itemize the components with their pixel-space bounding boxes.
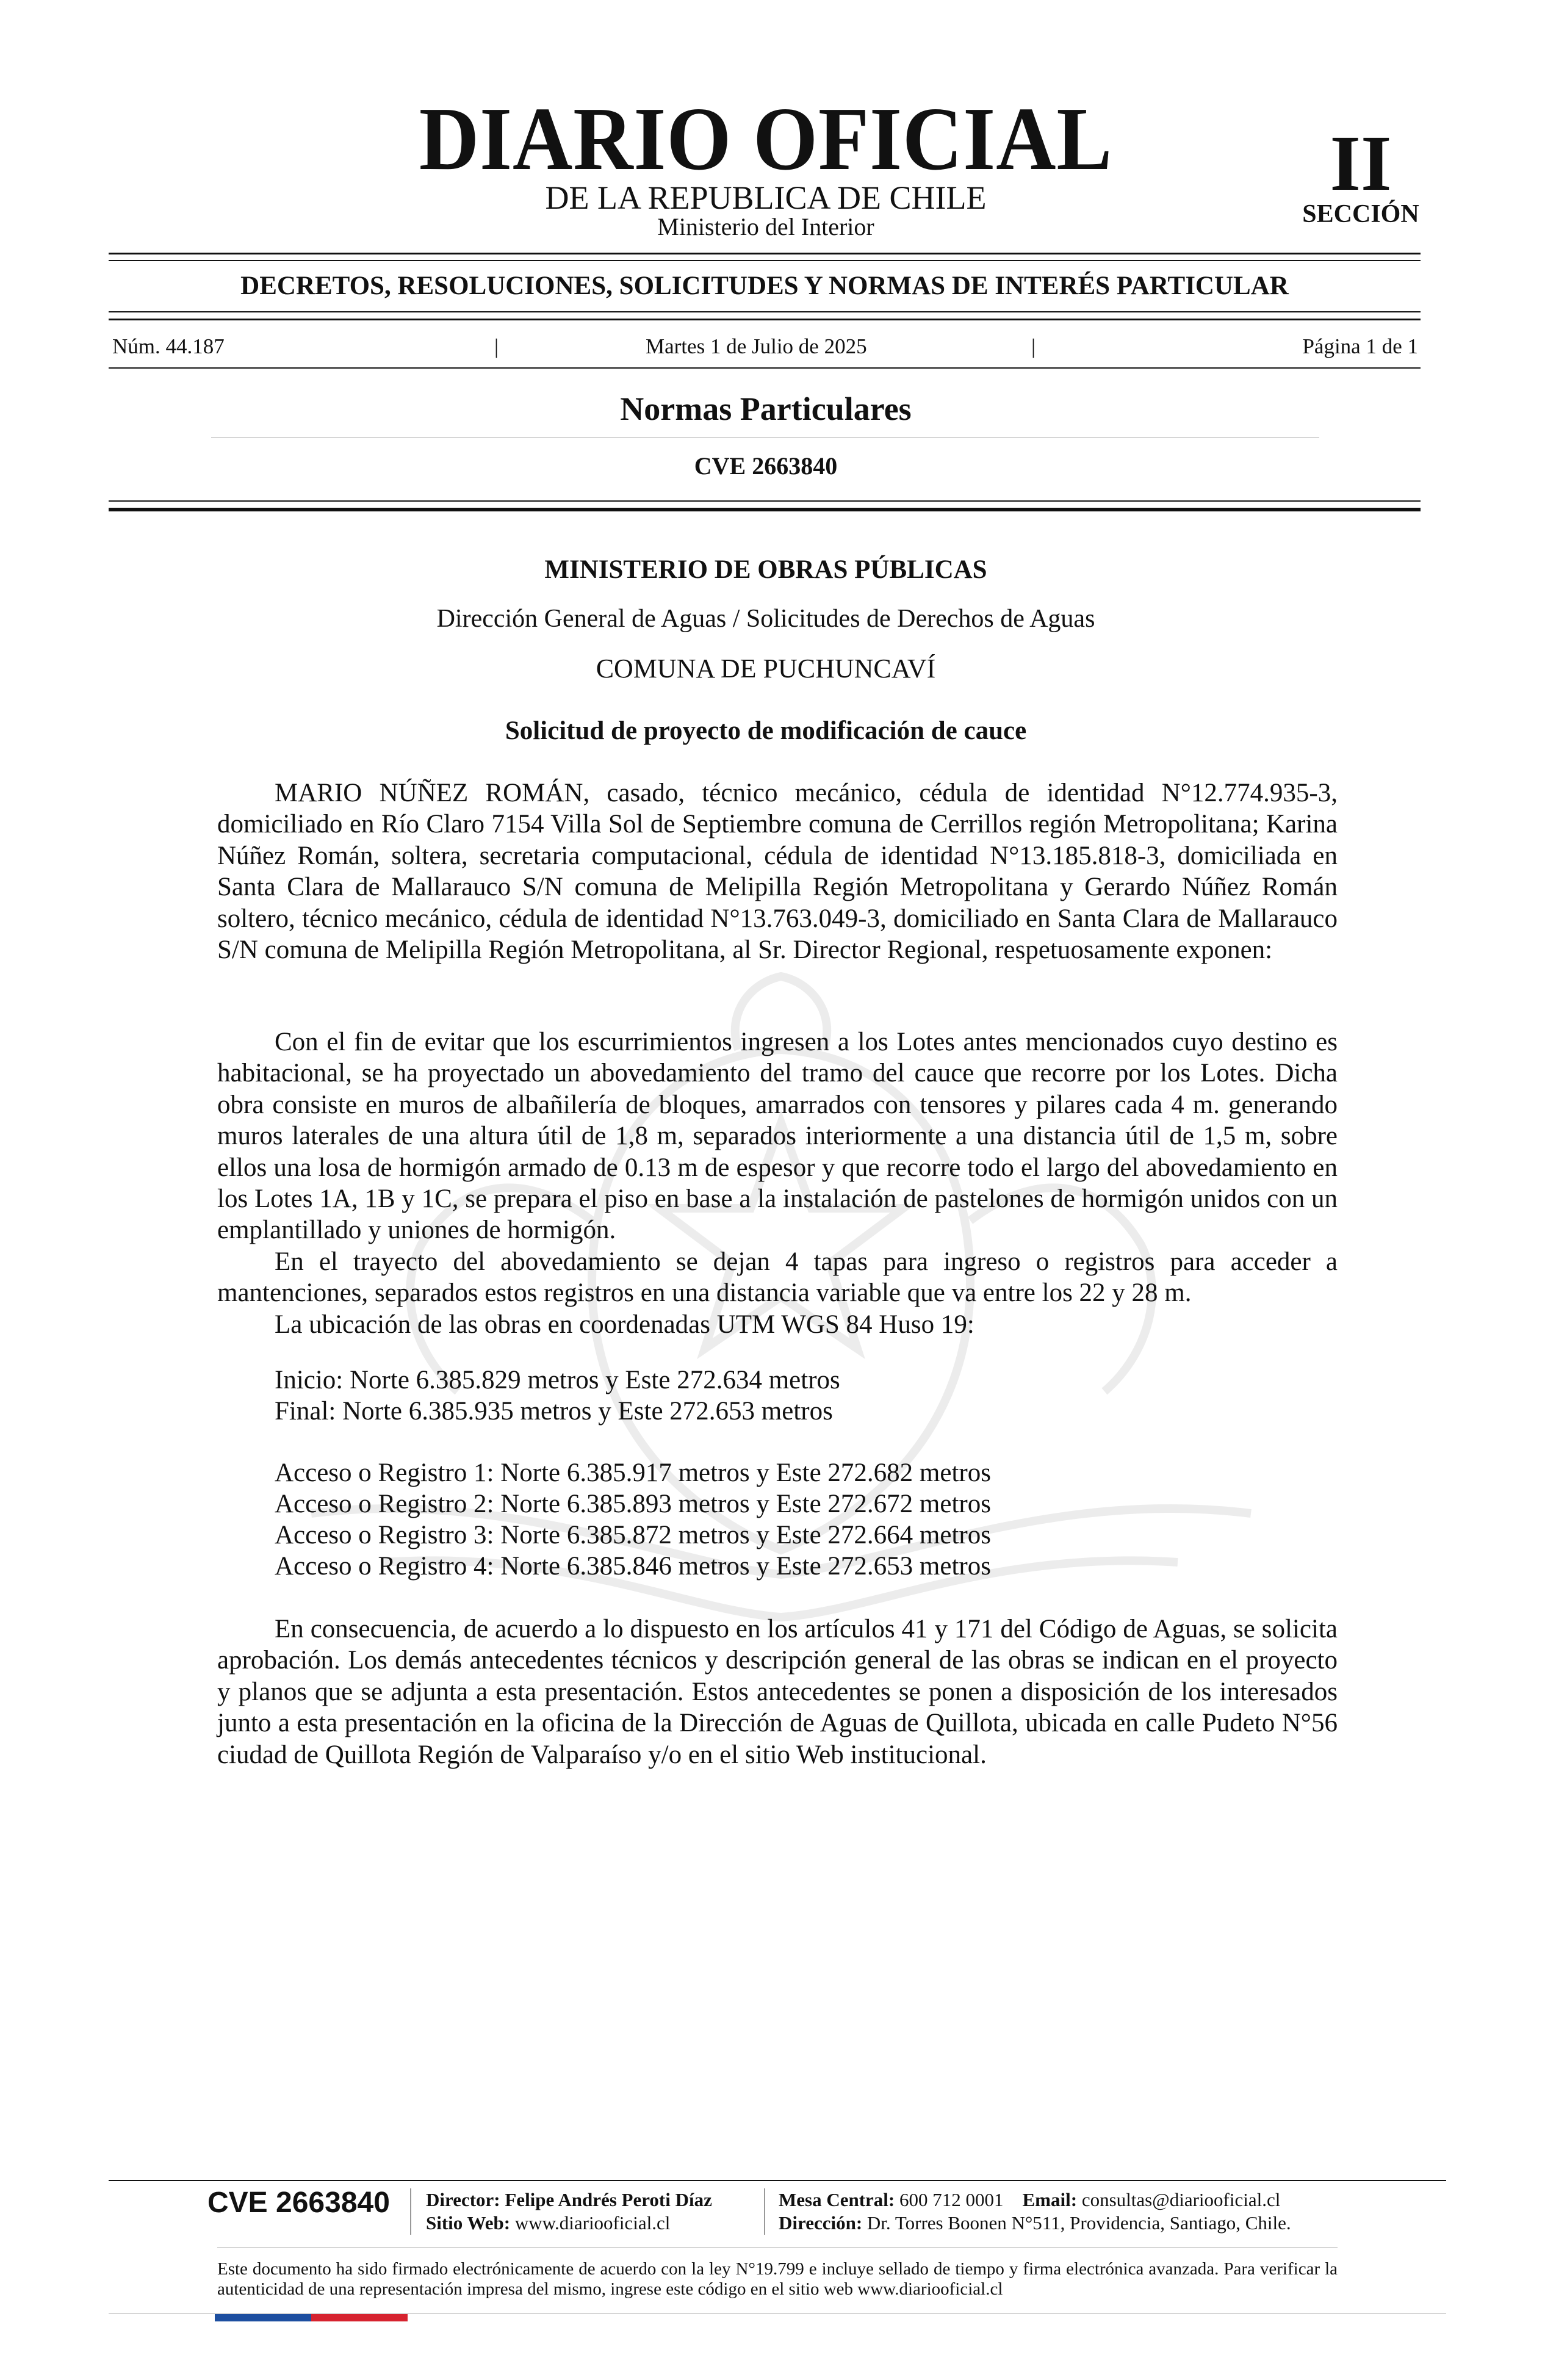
footer-divider bbox=[109, 2180, 1446, 2181]
footer-website-link[interactable]: www.diariooficial.cl bbox=[514, 2212, 671, 2234]
body-paragraph: Con el fin de evitar que los escurrimientos ingresen a los Lotes antes mencionados cuyo destino es habitacional, se ha proyectado un abovedamiento del tramo del cauce que recorre por los Lotes. Dicha obra consiste en muros de albañilería de bloques, amarrados con tensores y pilares cada 4 m. generando muros laterales de una altura útil de 1,8 m, separados interiormente a una distancia útil de 1,5 m, sobre ellos una losa de hormigón armado de 0.13 m de espesor y que recorre todo el largo del abovedamiento en los Lotes 1A, 1B y 1C, se prepara el piso en base a la instalación de pastelones de hormigón unidos con un emplantillado y uniones de hormigón. bbox=[217, 1028, 1338, 1245]
body-paragraph: MARIO NÚÑEZ ROMÁN, casado, técnico mecánico, cédula de identidad N°12.774.935-3, domiciliado en Río Claro 7154 Villa Sol de Septiembre comuna de Cerrillos región Metropolitana; Karina Núñez Román, soltera, secretaria computacional, cédula de identidad N°13.185.818-3, domiciliada en Santa Clara de Mallarauco S/N comuna de Melipilla Región Metropolitana y Gerardo Núñez Román soltero, técnico mecánico, cédula de identidad N°13.763.049-3, domiciliado en Santa Clara de Mallarauco S/N comuna de Melipilla Región Metropolitana, al Sr. Director Regional, respetuosamente exponen: bbox=[217, 779, 1338, 965]
issue-separator: | bbox=[1031, 334, 1036, 358]
access-point: Acceso o Registro 3: Norte 6.385.872 metros y Este 272.664 metros bbox=[275, 1521, 991, 1549]
body-paragraph: En el trayecto del abovedamiento se dejan 4 tapas para ingreso o registros para acceder a mantenciones, separados estos registros en una distancia variable que va entre los 22 y 28 m. bbox=[217, 1247, 1338, 1308]
divider bbox=[109, 367, 1421, 369]
footer-divider bbox=[217, 2247, 1338, 2248]
coordinate-start: Inicio: Norte 6.385.829 metros y Este 272.634 metros bbox=[275, 1366, 840, 1394]
issue-separator: | bbox=[494, 334, 499, 358]
access-point: Acceso o Registro 4: Norte 6.385.846 metros y Este 272.653 metros bbox=[275, 1552, 991, 1581]
footer-contact: Mesa Central: 600 712 0001 Email: consultas@diariooficial.cl bbox=[779, 2189, 1281, 2210]
access-point: Acceso o Registro 2: Norte 6.385.893 metros y Este 272.672 metros bbox=[275, 1490, 991, 1518]
footer-separator bbox=[410, 2188, 411, 2235]
flag-stripe-blue bbox=[215, 2314, 311, 2321]
divider bbox=[109, 319, 1421, 320]
newspaper-subtitle: DE LA REPUBLICA DE CHILE bbox=[545, 179, 987, 216]
newspaper-title: DIARIO OFICIAL bbox=[419, 89, 1113, 189]
body-paragraph-group-3 bbox=[217, 1614, 1338, 1770]
work-coordinates bbox=[275, 1365, 1373, 1427]
body-paragraph: La ubicación de las obras en coordenadas UTM WGS 84 Huso 19: bbox=[275, 1310, 974, 1339]
divider bbox=[211, 437, 1319, 438]
issue-date: Martes 1 de Julio de 2025 bbox=[646, 334, 867, 358]
department-heading: Dirección General de Aguas / Solicitudes de Derechos de Aguas bbox=[436, 605, 1095, 633]
coordinate-end: Final: Norte 6.385.935 metros y Este 272.653 metros bbox=[275, 1397, 833, 1426]
body-paragraph-group-1 bbox=[217, 777, 1338, 965]
footer-address: Dirección: Dr. Torres Boonen N°511, Providencia, Santiago, Chile. bbox=[779, 2212, 1291, 2234]
access-points-list bbox=[275, 1457, 1373, 1582]
section-title: Normas Particulares bbox=[620, 391, 912, 427]
flag-stripe-red bbox=[311, 2314, 408, 2321]
footer-director: Director: Felipe Andrés Peroti Díaz bbox=[426, 2189, 712, 2210]
divider bbox=[109, 500, 1421, 502]
cve-code: CVE 2663840 bbox=[694, 452, 838, 480]
ministry-line: Ministerio del Interior bbox=[657, 213, 874, 240]
divider bbox=[109, 260, 1421, 261]
access-point: Acceso o Registro 1: Norte 6.385.917 metros y Este 272.682 metros bbox=[275, 1459, 991, 1487]
organization-heading: MINISTERIO DE OBRAS PÚBLICAS bbox=[544, 555, 987, 584]
section-numeral: II bbox=[1330, 120, 1392, 207]
footer-cve-code: CVE 2663840 bbox=[207, 2187, 390, 2219]
footer-legal-notice: Este documento ha sido firmado electrónicamente de acuerdo con la ley N°19.799 e incluye sellado de tiempo y firma electrónica avanzada. Para verificar la autenticidad de una representación impresa del mismo, ingrese este código en el sitio web www.diariooficial.cl bbox=[217, 2259, 1338, 2299]
body-paragraph-group-2 bbox=[217, 1026, 1338, 1340]
document-title: Solicitud de proyecto de modificación de cauce bbox=[505, 716, 1027, 745]
divider bbox=[109, 311, 1421, 312]
body-paragraph: En consecuencia, de acuerdo a lo dispuesto en los artículos 41 y 171 del Código de Aguas, se solicita aprobación. Los demás antecedentes técnicos y descripción general de las obras se indican en el proyecto y planos que se adjunta a esta presentación. Estos antecedentes se ponen a disposición de los interesados junto a esta presentación en la oficina de la Dirección de Aguas de Quillota, ubicada en calle Pudeto N°56 ciudad de Quillota Región de Valparaíso y/o en el sitio Web institucional. bbox=[217, 1615, 1338, 1769]
page-indicator: Página 1 de 1 bbox=[1302, 334, 1418, 358]
issue-info-row bbox=[112, 333, 1418, 360]
footer-email-link[interactable]: consultas@diariooficial.cl bbox=[1081, 2189, 1281, 2210]
footer-separator bbox=[764, 2188, 765, 2235]
section-banner: DECRETOS, RESOLUCIONES, SOLICITUDES Y NORMAS DE INTERÉS PARTICULAR bbox=[240, 272, 1289, 300]
divider bbox=[109, 508, 1421, 511]
divider bbox=[109, 253, 1421, 254]
commune-heading: COMUNA DE PUCHUNCAVÍ bbox=[596, 654, 936, 683]
section-label: SECCIÓN bbox=[1302, 200, 1419, 228]
issue-number: Núm. 44.187 bbox=[112, 334, 225, 358]
footer-website: Sitio Web: www.diariooficial.cl bbox=[426, 2212, 671, 2234]
